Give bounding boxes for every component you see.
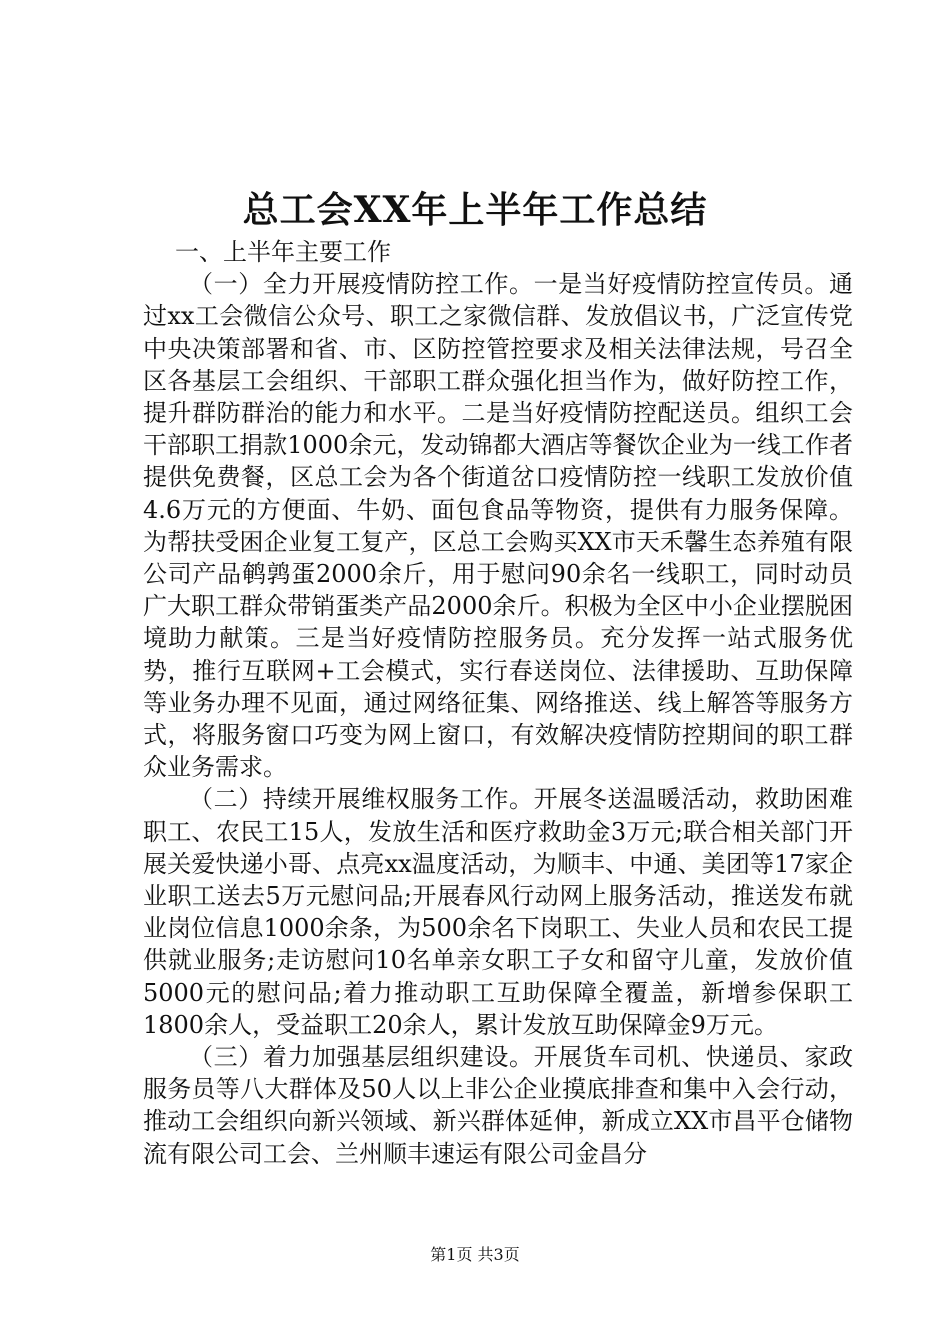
section-heading: 一、上半年主要工作 bbox=[175, 238, 391, 266]
paragraph: （三）着力加强基层组织建设。开展货车司机、快递员、家政服务员等八大群体及50人以上非公企业摸底排查和集中入会行动，推动工会组织向新兴领域、新兴群体延伸，新成立XX市昌平仓储物流有限公司工会、兰州顺丰速运有限公司金昌分 bbox=[143, 1043, 853, 1168]
paragraph: （一）全力开展疫情防控工作。一是当好疫情防控宣传员。通过xx工会微信公众号、职工之家微信群、发放倡议书，广泛宣传党中央决策部署和省、市、区防控管控要求及相关法律法规，号召全区各基层工会组织、干部职工群众强化担当作为，做好防控工作，提升群防群治的能力和水平。二是当好疫情防控配送员。组织工会干部职工捐款1000余元，发动锦都大酒店等餐饮企业为一线工作者提供免费餐，区总工会为各个街道岔口疫情防控一线职工发放价值4.6万元的方便面、牛奶、面包食品等物资，提供有力服务保障。为帮扶受困企业复工复产，区总工会购买XX市天禾馨生态养殖有限公司产品鹌鹑蛋2000余斤，用于慰问90余名一线职工，同时动员广大职工群众带销蛋类产品2000余斤。积极为全区中小企业摆脱困境助力献策。三是当好疫情防控服务员。充分发挥一站式服务优势，推行互联网+工会模式，实行春送岗位、法律援助、互助保障等业务办理不见面，通过网络征集、网络推送、线上解答等服务方式，将服务窗口巧变为网上窗口，有效解决疫情防控期间的职工群众业务需求。 bbox=[143, 270, 853, 782]
document-body bbox=[143, 236, 853, 1170]
page-footer: 第1页 共3页 bbox=[430, 1245, 520, 1264]
paragraph: （二）持续开展维权服务工作。开展冬送温暖活动，救助困难职工、农民工15人，发放生活和医疗救助金3万元;联合相关部门开展关爱快递小哥、点亮xx温度活动，为顺丰、中通、美团等17家企业职工送去5万元慰问品;开展春风行动网上服务活动，推送发布就业岗位信息1000余条，为500余名下岗职工、失业人员和农民工提供就业服务;走访慰问10名单亲女职工子女和留守儿童，发放价值5000元的慰问品;着力推动职工互助保障全覆盖，新增参保职工1800余人，受益职工20余人，累计发放互助保障金9万元。 bbox=[143, 785, 853, 1039]
document-title: 总工会XX年上半年工作总结 bbox=[242, 189, 708, 231]
